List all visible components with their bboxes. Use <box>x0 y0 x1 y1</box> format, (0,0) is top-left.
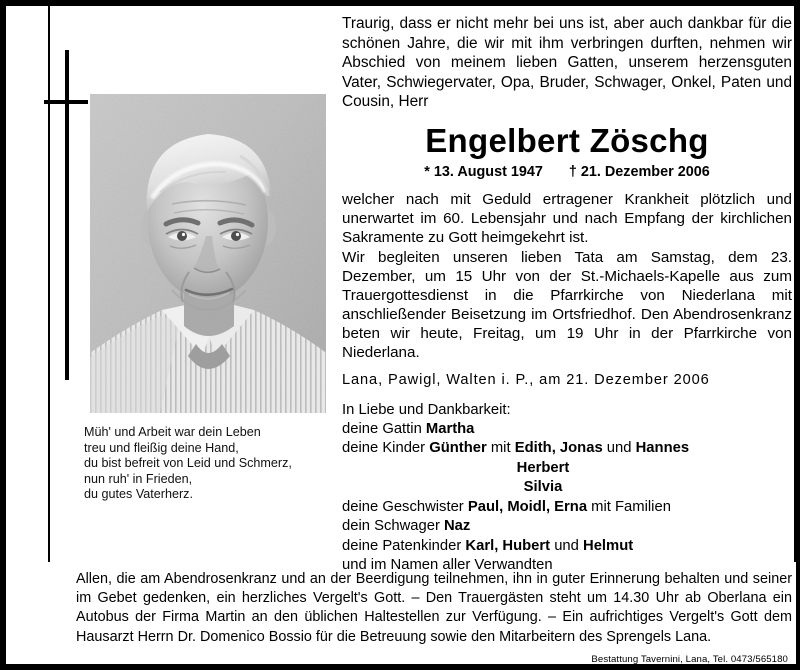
closing-paragraph <box>76 570 792 647</box>
portrait-photo <box>90 94 326 413</box>
deceased-name: Engelbert Zöschg <box>425 121 709 159</box>
family-row-names: Silvia <box>523 479 563 495</box>
family-row-prefix: deine Patenkinder <box>342 537 466 554</box>
family-heading: In Liebe und Dankbarkeit: <box>342 401 511 418</box>
family-row-mid2: und <box>602 440 636 456</box>
funeral-home-credit: Bestattung Tavernini, Lana, Tel. 0473/565180 <box>591 654 788 665</box>
main-text-column <box>342 14 792 576</box>
verse-line: du gutes Vaterherz. <box>84 487 193 502</box>
family-row <box>342 420 792 440</box>
closing-paragraph-text: Allen, die am Abendrosenkranz und an der Beerdigung teilnehmen, ihn in guter Erinnerung behalten und seiner im Gebet gedenken, ein herzliches Vergelt's Gott. – Den Trauergästen steht um 14.30 Uhr ab Oberlana ein Autobus der Firma Martin an den üblichen Haltestellen zur Verfügung. – Ein aufrichtiges Vergelt's Gott dem Hausarzt Herrn Dr. Domenico Bossio für die Betreuung sowie den Mitarbeitern des Sprengels Lana. <box>76 571 792 645</box>
family-row-names: Herbert <box>516 459 570 476</box>
birth-date: * 13. August 1947 <box>424 163 543 180</box>
family-row-names3: Hannes <box>635 440 690 456</box>
body-paragraph-2: Wir begleiten unseren lieben Tata am Samstag, dem 23. Dezember, um 15 Uhr von der St.-Michaels-Kapelle aus zum Trauergottesdienst in die Pfarrkirche von Niederlana mit anschließender Beisetzung im Ortsfriedhof. Den Abendrosenkranz beten wir heute, Freitag, um 19 Uhr in der Pfarrkirche von Niederlana. <box>342 248 792 361</box>
cross-horizontal-bar <box>44 100 88 104</box>
right-gutter-rule <box>794 6 796 562</box>
verse-line: Müh' und Arbeit war dein Leben <box>84 425 261 439</box>
family-row-mid: mit <box>486 440 515 456</box>
left-gutter-rule <box>48 6 50 562</box>
family-row-names2: Edith, Jonas <box>514 440 603 456</box>
family-row-prefix: deine Geschwister <box>342 498 468 515</box>
deceased-dates <box>342 163 792 181</box>
family-row-names: Günther <box>429 440 487 456</box>
family-row-names: Martha <box>425 420 475 437</box>
family-list <box>342 420 792 576</box>
verse-line: nun ruh' in Frieden, <box>84 471 193 486</box>
family-row-suffix: mit Familien <box>587 498 671 515</box>
family-row-prefix: deine Kinder <box>342 440 430 456</box>
family-row <box>342 439 792 459</box>
verse-block <box>84 425 334 503</box>
family-row-names: Karl, Hubert <box>465 537 551 554</box>
family-row-mid: und <box>550 537 584 554</box>
latin-cross-icon <box>52 50 88 380</box>
body-paragraph-1: welcher nach mit Geduld ertragener Krankheit plötzlich und unerwartet im 60. Lebensjahr und nach Empfang der kirchlichen Sakramente zu Gott heimgekehrt ist. <box>342 190 792 246</box>
verse-line: treu und fleißig deine Hand, <box>84 440 239 455</box>
family-row <box>342 537 792 557</box>
family-row-prefix: und im Namen aller Verwandten <box>342 557 553 573</box>
family-row-prefix: deine Gattin <box>342 420 426 437</box>
family-row-names: Paul, Moidl, Erna <box>467 498 588 515</box>
family-row-names2: Helmut <box>583 537 634 554</box>
verse-line: du bist befreit von Leid und Schmerz, <box>84 456 292 471</box>
intro-paragraph: Traurig, dass er nicht mehr bei uns ist, aber auch dankbar für die schönen Jahre, die wir mit ihm verbringen durften, nehmen wir Abschied von meinem lieben Gatten, unserem herzensguten Vater, Schwiegervater, Opa, Bruder, Schwager, Onkel, Paten und Cousin, Herr <box>342 15 792 110</box>
family-row <box>342 459 792 479</box>
family-row <box>342 478 792 498</box>
family-row <box>342 517 792 537</box>
death-date: † 21. Dezember 2006 <box>568 163 710 180</box>
family-row <box>342 498 792 518</box>
place-and-date: Lana, Pawigl, Walten i. P., am 21. Dezember 2006 <box>342 371 710 388</box>
family-row-prefix: dein Schwager <box>342 518 444 534</box>
family-row-names: Naz <box>444 518 471 534</box>
